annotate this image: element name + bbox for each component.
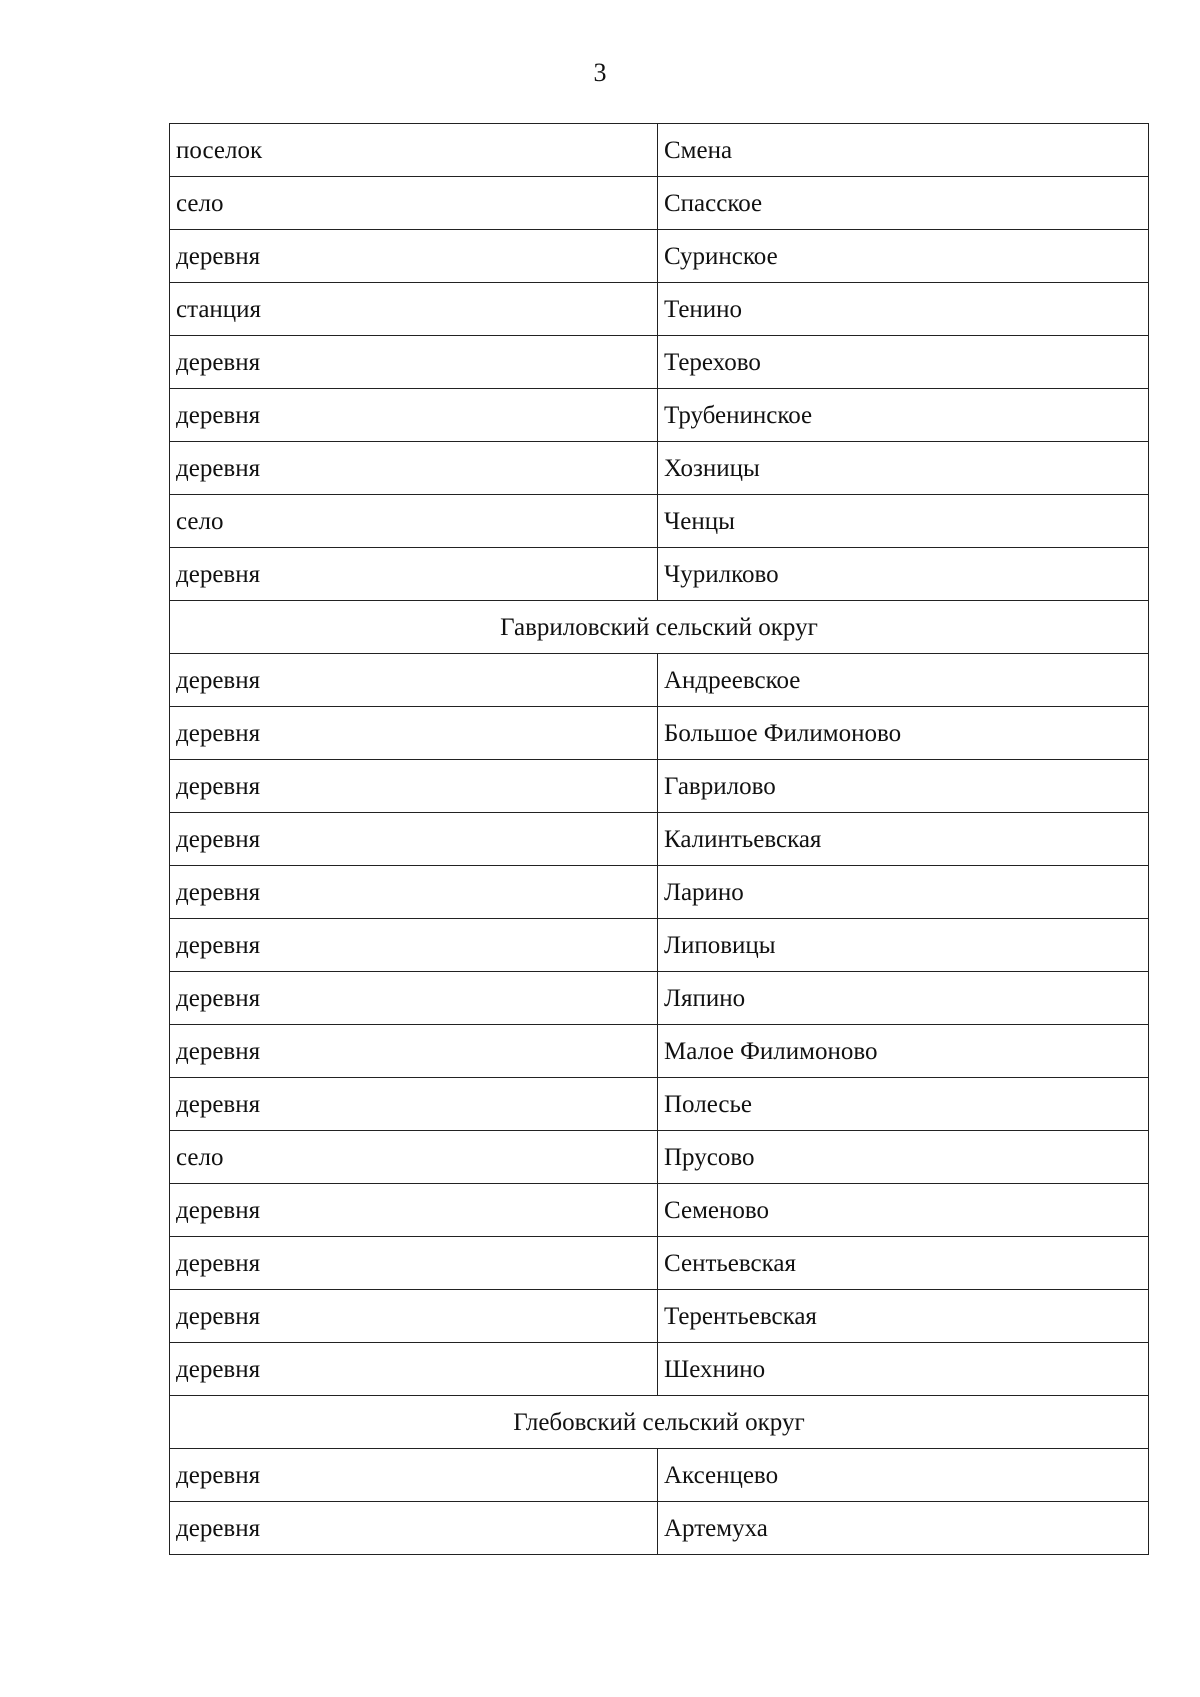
table-row bbox=[170, 919, 1149, 972]
settlement-name-cell: Ларино bbox=[658, 866, 1149, 919]
settlement-name-cell: Полесье bbox=[658, 1078, 1149, 1131]
settlements-table bbox=[169, 123, 1149, 1555]
table-row bbox=[170, 124, 1149, 177]
section-heading: Гавриловский сельский округ bbox=[170, 601, 1149, 654]
settlement-type-cell: деревня bbox=[170, 1290, 658, 1343]
settlements-table-body bbox=[170, 124, 1149, 1555]
settlement-name-cell: Андреевское bbox=[658, 654, 1149, 707]
table-row bbox=[170, 813, 1149, 866]
settlement-type-cell: деревня bbox=[170, 972, 658, 1025]
settlement-name-cell: Семеново bbox=[658, 1184, 1149, 1237]
table-row bbox=[170, 972, 1149, 1025]
settlement-type-cell: село bbox=[170, 495, 658, 548]
settlement-name-cell: Тенино bbox=[658, 283, 1149, 336]
settlement-name-cell: Аксенцево bbox=[658, 1449, 1149, 1502]
table-row bbox=[170, 1131, 1149, 1184]
table-row bbox=[170, 1449, 1149, 1502]
settlement-name-cell: Калинтьевская bbox=[658, 813, 1149, 866]
table-row bbox=[170, 654, 1149, 707]
settlement-name-cell: Сентьевская bbox=[658, 1237, 1149, 1290]
settlement-name-cell: Гаврилово bbox=[658, 760, 1149, 813]
table-row bbox=[170, 1237, 1149, 1290]
settlement-type-cell: деревня bbox=[170, 230, 658, 283]
settlement-type-cell: деревня bbox=[170, 1343, 658, 1396]
table-row bbox=[170, 389, 1149, 442]
settlement-type-cell: деревня bbox=[170, 760, 658, 813]
settlement-name-cell: Терентьевская bbox=[658, 1290, 1149, 1343]
table-row bbox=[170, 1343, 1149, 1396]
table-row bbox=[170, 1184, 1149, 1237]
settlement-type-cell: деревня bbox=[170, 654, 658, 707]
table-row bbox=[170, 230, 1149, 283]
settlement-name-cell: Липовицы bbox=[658, 919, 1149, 972]
settlement-name-cell: Ченцы bbox=[658, 495, 1149, 548]
settlement-type-cell: деревня bbox=[170, 442, 658, 495]
table-row bbox=[170, 336, 1149, 389]
section-heading-row bbox=[170, 601, 1149, 654]
settlement-name-cell: Спасское bbox=[658, 177, 1149, 230]
settlement-name-cell: Хозницы bbox=[658, 442, 1149, 495]
settlement-name-cell: Прусово bbox=[658, 1131, 1149, 1184]
table-row bbox=[170, 760, 1149, 813]
table-row bbox=[170, 1502, 1149, 1555]
settlement-name-cell: Трубенинское bbox=[658, 389, 1149, 442]
settlement-type-cell: деревня bbox=[170, 1184, 658, 1237]
settlement-name-cell: Ляпино bbox=[658, 972, 1149, 1025]
settlement-type-cell: деревня bbox=[170, 548, 658, 601]
settlement-type-cell: село bbox=[170, 1131, 658, 1184]
settlement-name-cell: Смена bbox=[658, 124, 1149, 177]
section-heading: Глебовский сельский округ bbox=[170, 1396, 1149, 1449]
table-row bbox=[170, 1078, 1149, 1131]
settlement-type-cell: село bbox=[170, 177, 658, 230]
table-row bbox=[170, 866, 1149, 919]
table-row bbox=[170, 1290, 1149, 1343]
section-heading-row bbox=[170, 1396, 1149, 1449]
settlement-type-cell: деревня bbox=[170, 389, 658, 442]
settlement-type-cell: деревня bbox=[170, 1449, 658, 1502]
settlement-type-cell: деревня bbox=[170, 1025, 658, 1078]
settlement-type-cell: деревня bbox=[170, 1237, 658, 1290]
table-row bbox=[170, 495, 1149, 548]
settlement-type-cell: деревня bbox=[170, 336, 658, 389]
table-row bbox=[170, 442, 1149, 495]
settlement-type-cell: деревня bbox=[170, 866, 658, 919]
table-row bbox=[170, 548, 1149, 601]
table-row bbox=[170, 707, 1149, 760]
settlement-type-cell: поселок bbox=[170, 124, 658, 177]
settlement-type-cell: деревня bbox=[170, 813, 658, 866]
settlement-name-cell: Большое Филимоново bbox=[658, 707, 1149, 760]
settlement-name-cell: Малое Филимоново bbox=[658, 1025, 1149, 1078]
table-row bbox=[170, 1025, 1149, 1078]
settlement-type-cell: деревня bbox=[170, 1078, 658, 1131]
table-row bbox=[170, 283, 1149, 336]
settlement-name-cell: Суринское bbox=[658, 230, 1149, 283]
settlement-name-cell: Терехово bbox=[658, 336, 1149, 389]
settlement-type-cell: деревня bbox=[170, 1502, 658, 1555]
table-row bbox=[170, 177, 1149, 230]
page-number: 3 bbox=[593, 58, 607, 87]
settlement-type-cell: деревня bbox=[170, 707, 658, 760]
settlement-type-cell: станция bbox=[170, 283, 658, 336]
settlement-type-cell: деревня bbox=[170, 919, 658, 972]
settlement-name-cell: Артемуха bbox=[658, 1502, 1149, 1555]
settlement-name-cell: Шехнино bbox=[658, 1343, 1149, 1396]
settlement-name-cell: Чурилково bbox=[658, 548, 1149, 601]
